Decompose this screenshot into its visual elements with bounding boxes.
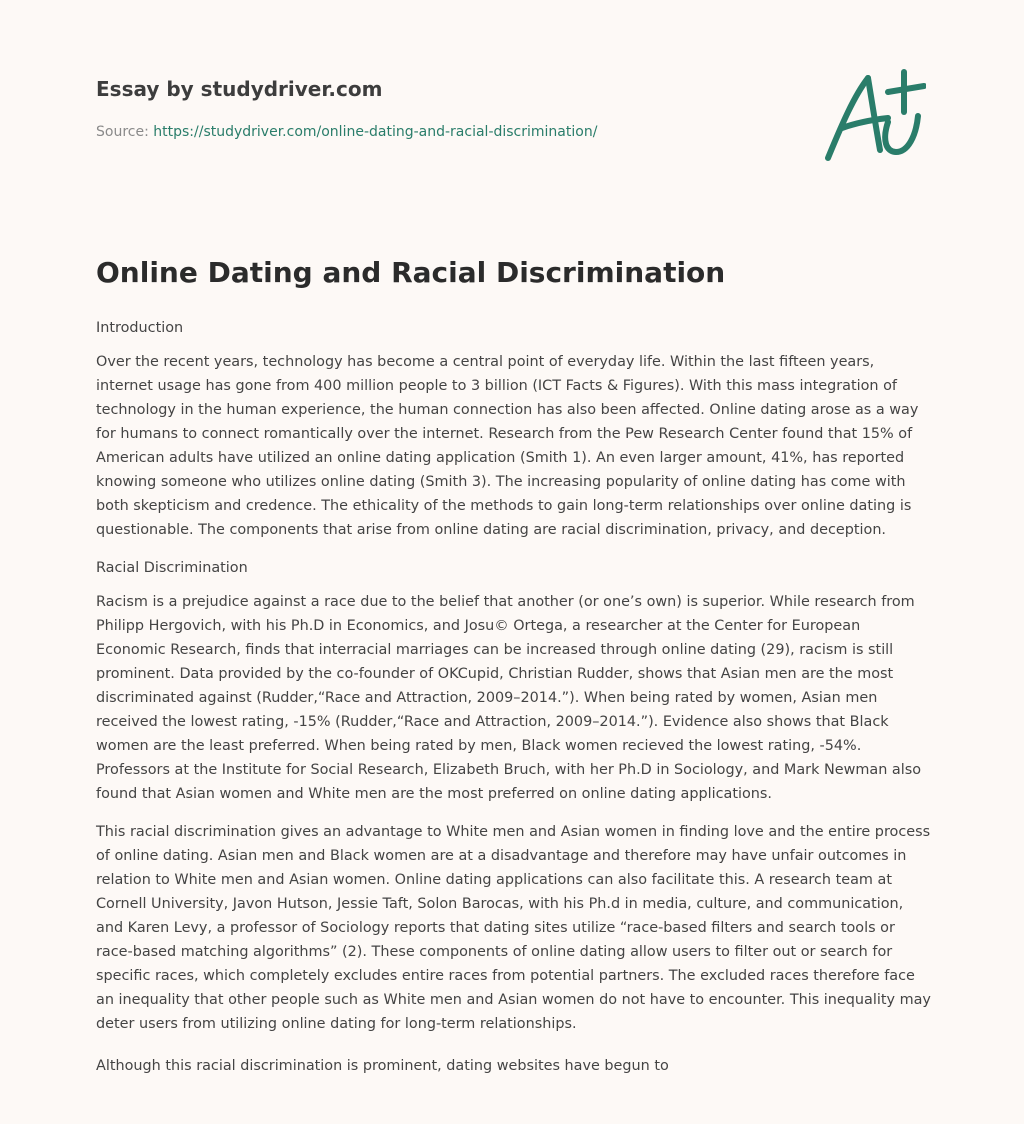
brand-title: Essay by studydriver.com [96,77,383,101]
article-title: Online Dating and Racial Discrimination [96,256,726,289]
source-link[interactable]: https://studydriver.com/online-dating-and-racial-discrimination/ [153,124,598,140]
paragraph-racism-definition: Racism is a prejudice against a race due to the belief that another (or one’s own) is superior. While research from Philipp Hergovich, with his Ph.D in Economics, and Josu© Ortega, a researcher at the Center for European Economic Research, finds that interracial marriages can be increased through online dating (29), racism is still prominent. Data provided by the co-founder of OKCupid, Christian Rudder, shows that Asian men are the most discriminated against (Rudder,“Race and Attraction, 2009–2014.”). When being rated by women, Asian men received the lowest rating, -15% (Rudder,“Race and Attraction, 2009–2014.”). Evidence also shows that Black women are the least preferred. When being rated by men, Black women recieved the lowest rating, -54%. Professors at the Institute for Social Research, Elizabeth Bruch, with her Ph.D in Sociology, and Mark Newman also found that Asian women and White men are the most preferred on online dating applications. [96,594,922,802]
paragraph-introduction: Over the recent years, technology has become a central point of everyday life. Within the last fifteen years, internet usage has gone from 400 million people to 3 billion (ICT Facts & Figures). With this mass integration of technology in the human experience, the human connection has also been affected. Online dating arose as a way for humans to connect romantically over the internet. Research from the Pew Research Center found that 15% of American adults have utilized an online dating application (Smith 1). An even larger amount, 41%, has reported knowing someone who utilizes online dating (Smith 3). The increasing popularity of online dating has come with both skepticism and credence. The ethicality of the methods to gain long-term relationships over online dating is questionable. The components that arise from online dating are racial discrimination, privacy, and deception. [96,354,919,538]
section-heading-introduction: Introduction [96,320,184,336]
source-label: Source: [96,124,149,140]
paragraph-trailing: Although this racial discrimination is prominent, dating websites have begun to [96,1058,669,1074]
section-heading-racial-discrimination: Racial Discrimination [96,560,248,576]
a-plus-logo-icon [822,66,926,166]
article-body [96,316,934,1092]
source-line [96,124,597,140]
paragraph-racial-advantage: This racial discrimination gives an advantage to White men and Asian women in finding love and the entire process of online dating. Asian men and Black women are at a disadvantage and therefore may have unfair outcomes in relation to White men and Asian women. Online dating applications can also facilitate this. A research team at Cornell University, Javon Hutson, Jessie Taft, Solon Barocas, with his Ph.d in media, culture, and communication, and Karen Levy, a professor of Sociology reports that dating sites utilize “race-based filters and search tools or race-based matching algorithms” (2). These components of online dating allow users to filter out or search for specific races, which completely excludes entire races from potential partners. The excluded races therefore face an inequality that other people such as White men and Asian women do not have to encounter. This inequality may deter users from utilizing online dating for long-term relationships. [96,824,931,1032]
